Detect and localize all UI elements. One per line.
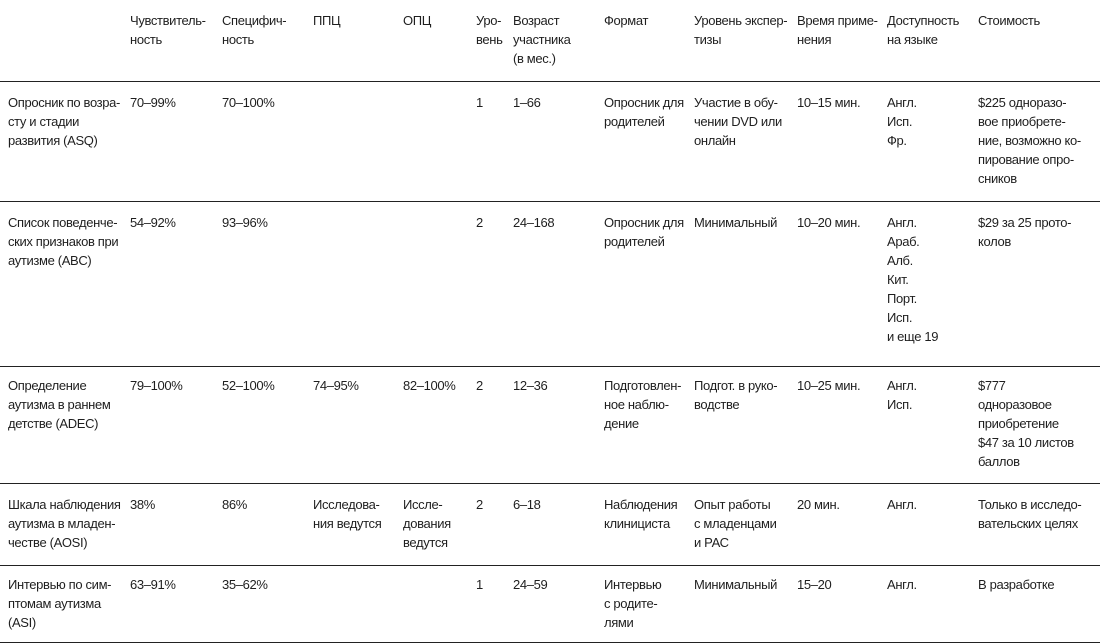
level-value: 2 <box>476 378 483 393</box>
cost-value: $29 за 25 прото- колов <box>978 215 1072 249</box>
sensitivity-value: 79–100% <box>130 378 183 393</box>
table-row <box>0 484 1100 566</box>
header-sensitivity: Чувствитель- ность <box>130 13 206 47</box>
table-row <box>0 566 1100 643</box>
time-value: 10–20 мин. <box>797 215 861 230</box>
tool-name: Список поведенче- ских признаков при аутизме (ABC) <box>8 215 119 268</box>
level-value: 1 <box>476 95 483 110</box>
level-value: 2 <box>476 215 483 230</box>
format-value: Опросник для родителей <box>604 95 684 129</box>
time-value: 10–25 мин. <box>797 378 861 393</box>
header-npv: ОПЦ <box>403 13 432 28</box>
cost-value: $225 одноразо- вое приобрете- ние, возможно ко- пирование опро- сников <box>978 95 1081 186</box>
sensitivity-value: 38% <box>130 497 155 512</box>
header-age: Возраст участника (в мес.) <box>513 13 571 66</box>
time-value: 10–15 мин. <box>797 95 861 110</box>
header-cost: Стоимость <box>978 13 1040 28</box>
specificity-value: 70–100% <box>222 95 275 110</box>
sensitivity-value: 63–91% <box>130 577 176 592</box>
expertise-value: Минимальный <box>694 215 777 230</box>
format-value: Интервью с родите- лями <box>604 577 662 630</box>
format-value: Наблюдения клинициста <box>604 497 678 531</box>
level-value: 2 <box>476 497 483 512</box>
format-value: Опросник для родителей <box>604 215 684 249</box>
age-value: 24–168 <box>513 215 555 230</box>
header-level: Уро- вень <box>476 13 503 47</box>
header-languages: Доступность на языке <box>887 13 960 47</box>
expertise-value: Участие в обу- чении DVD или онлайн <box>694 95 782 148</box>
languages-value: Англ. Исп. <box>887 378 917 412</box>
tool-name: Определение аутизма в раннем детстве (ADEC) <box>8 378 111 431</box>
cost-value: Только в исследо- вательских целях <box>978 497 1082 531</box>
sensitivity-value: 70–99% <box>130 95 176 110</box>
cost-value: $777 одноразовое приобретение $47 за 10 листов баллов <box>978 378 1074 469</box>
age-value: 6–18 <box>513 497 541 512</box>
table-header-row <box>0 0 1100 82</box>
tool-name: Шкала наблюдения аутизма в младен- честве (AOSI) <box>8 497 121 550</box>
header-expertise: Уровень экспер- тизы <box>694 13 788 47</box>
table-row <box>0 367 1100 484</box>
sensitivity-value: 54–92% <box>130 215 176 230</box>
header-specificity: Специфич- ность <box>222 13 287 47</box>
ppv-value: Исследова- ния ведутся <box>313 497 382 531</box>
specificity-value: 52–100% <box>222 378 275 393</box>
header-format: Формат <box>604 13 649 28</box>
format-value: Подготовлен- ное наблю- дение <box>604 378 682 431</box>
specificity-value: 93–96% <box>222 215 268 230</box>
languages-value: Англ. Исп. Фр. <box>887 95 917 148</box>
age-value: 12–36 <box>513 378 548 393</box>
languages-value: Англ. Араб. Алб. Кит. Порт. Исп. и еще 19 <box>887 215 939 344</box>
expertise-value: Минимальный <box>694 577 777 592</box>
npv-value: Иссле- дования ведутся <box>403 497 451 550</box>
expertise-value: Подгот. в руко- водстве <box>694 378 778 412</box>
table-row <box>0 82 1100 202</box>
cost-value: В разработке <box>978 577 1055 592</box>
time-value: 15–20 <box>797 577 832 592</box>
header-time: Время приме- нения <box>797 13 878 47</box>
ppv-value: 74–95% <box>313 378 359 393</box>
tool-name: Интервью по сим- птомам аутизма (ASI) <box>8 577 112 630</box>
expertise-value: Опыт работы с младенцами и РАС <box>694 497 777 550</box>
languages-value: Англ. <box>887 577 917 592</box>
time-value: 20 мин. <box>797 497 840 512</box>
languages-value: Англ. <box>887 497 917 512</box>
age-value: 24–59 <box>513 577 548 592</box>
npv-value: 82–100% <box>403 378 456 393</box>
table-row <box>0 202 1100 367</box>
specificity-value: 35–62% <box>222 577 268 592</box>
age-value: 1–66 <box>513 95 541 110</box>
tool-name: Опросник по возра- сту и стадии развития (ASQ) <box>8 95 121 148</box>
level-value: 1 <box>476 577 483 592</box>
header-ppv: ППЦ <box>313 13 341 28</box>
specificity-value: 86% <box>222 497 247 512</box>
